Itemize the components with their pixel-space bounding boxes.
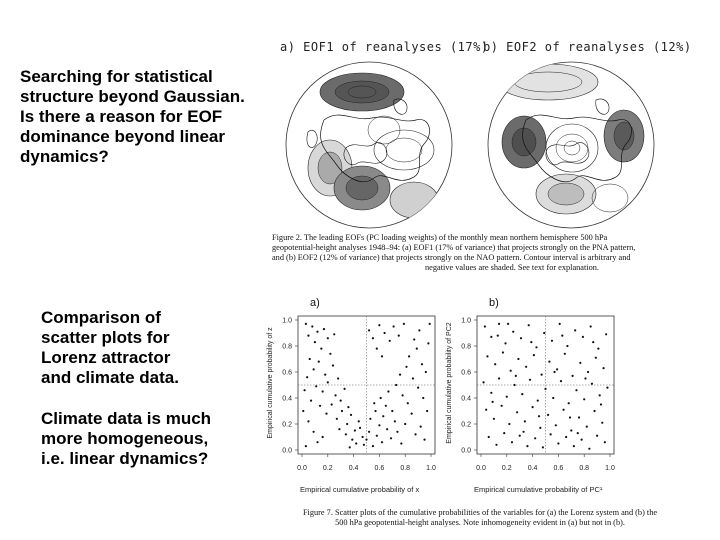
scatter-b-point (599, 394, 601, 396)
scatter-b-point (557, 442, 559, 444)
eof1-title: a) EOF1 of reanalyses (17%) (280, 40, 489, 54)
scatter-b-point (535, 346, 537, 348)
scatter-b-point (570, 429, 572, 431)
scatter-b-point (490, 392, 492, 394)
scatter-b-point (522, 431, 524, 433)
scatter-a-ylabel: Empirical cumulative probability of z (267, 327, 274, 439)
scatter-b-point (497, 335, 499, 337)
scatter-a-xlabel: Empirical cumulative probability of x (300, 485, 420, 494)
scatter-b-point (555, 424, 557, 426)
scatter-b-point (544, 388, 546, 390)
scatter-b-point (562, 409, 564, 411)
scatter-a-xtick-label: 0.2 (322, 465, 333, 472)
scatter-b-point (574, 329, 576, 331)
scatter-b-point (560, 380, 562, 382)
scatter-b-point (486, 355, 488, 357)
scatter-b-point (601, 422, 603, 424)
scatter-b-point (542, 446, 544, 448)
scatter-b-point (526, 445, 528, 447)
scatter-b-ytick-label: 0.2 (461, 421, 471, 429)
scatter-b-point (508, 423, 510, 425)
scatter-b-point (534, 437, 536, 439)
scatter-b-point (511, 441, 513, 443)
homogeneity-line: Climate data is much (41, 409, 212, 428)
scatter-b-ytick-label: 1.0 (461, 317, 471, 325)
scatter-b-point (564, 353, 566, 355)
scatter-b-point (503, 432, 505, 434)
scatter-b-point (490, 336, 492, 338)
intro-line: structure beyond Gaussian. (20, 87, 245, 106)
scatter-a-panel-label: a) (310, 297, 320, 309)
scatter-b-xtick-label: 0.6 (553, 465, 564, 472)
scatter-b-point (510, 370, 512, 372)
scatter-b-point (502, 351, 504, 353)
scatter-b-point (529, 379, 531, 381)
scatter-b-point (583, 398, 585, 400)
scatter-b-point (595, 357, 597, 359)
scatter-b-point (547, 414, 549, 416)
scatter-b-point (494, 363, 496, 365)
scatter-b-point (559, 323, 561, 325)
figure2-caption-line: geopotential-height analyses 1948–94: (a) EOF1 (17% of variance) that projects strongly on the PNA pattern, (272, 243, 636, 252)
scatter-a-ytick-label: 0.6 (282, 369, 292, 377)
figure2-caption-line: Figure 2. The leading EOFs (PC loading weights) of the monthly mean northern hemisphere 500 hPa (272, 233, 608, 242)
scatter-b-point (581, 439, 583, 441)
scatter-b-point (573, 445, 575, 447)
figure7-caption-line: 500 hPa geopotential-height analyses. Note inhomogeneity evident in (a) but not in (b). (335, 518, 625, 527)
scatter-b-point (593, 410, 595, 412)
scatter-b-xtick-label: 0.4 (527, 465, 538, 472)
scatter-b-point (530, 341, 532, 343)
scatter-b-point (541, 374, 543, 376)
scatter-b-point (591, 383, 593, 385)
comparison-line: Comparison of (41, 308, 161, 327)
scatter-a-ytick-label: 0.8 (282, 343, 292, 351)
scatter-a-xtick-label: 0.6 (374, 465, 385, 472)
scatter-b-point (569, 416, 571, 418)
intro-line: Is there a reason for EOF (20, 107, 223, 126)
scatter-b-point (520, 337, 522, 339)
scatter-a-ytick-label: 1.0 (282, 317, 292, 325)
scatter-b-point (578, 416, 580, 418)
scatter-a-ytick-label: 0.4 (282, 395, 292, 403)
scatter-b-point (482, 381, 484, 383)
scatter-b-point (517, 358, 519, 360)
intro-line: dominance beyond linear (20, 127, 225, 146)
scatter-b-point (506, 396, 508, 398)
scatter-b-point (485, 409, 487, 411)
scatter-b-point (568, 402, 570, 404)
scatter-b-point (553, 371, 555, 373)
scatter-b-ytick-label: 0.8 (461, 343, 471, 351)
scatter-b-xtick-label: 0.0 (476, 465, 486, 472)
scatter-b-xtick-label: 0.2 (501, 465, 512, 472)
scatter-b-point (561, 335, 563, 337)
scatter-b-xtick-label: 1.0 (605, 465, 615, 472)
scatter-b-point (507, 323, 509, 325)
scatter-b-point (488, 436, 490, 438)
scatter-b-point (606, 387, 608, 389)
scatter-b-point (600, 403, 602, 405)
scatter-b-point (498, 377, 500, 379)
comparison-line: Lorenz attractor (41, 348, 171, 367)
scatter-b-point (492, 401, 494, 403)
scatter-b-point (537, 400, 539, 402)
scatter-b-point (596, 435, 598, 437)
scatter-b-ytick-label: 0.4 (461, 395, 471, 403)
scatter-b-panel-label: b) (489, 297, 499, 309)
scatter-a-xtick-label: 0.0 (297, 465, 307, 472)
scatter-b-point (587, 371, 589, 373)
scatter-b-point (590, 325, 592, 327)
scatter-a-ytick-label: 0.0 (282, 447, 292, 455)
scatter-b-point (528, 324, 530, 326)
scatter-b-point (543, 332, 545, 334)
scatter-b-point (519, 435, 521, 437)
scatter-b-point (525, 366, 527, 368)
figure2-caption-line: and (b) EOF2 (12% of variance) that projects strongly on the NAO pattern. Contour interval is arbitrary and (272, 253, 631, 262)
scatter-b-point (550, 433, 552, 435)
scatter-b-point (516, 411, 518, 413)
scatter-b-ytick-label: 0.0 (461, 447, 471, 455)
scatter-b-point (501, 405, 503, 407)
eof2-title: b) EOF2 of reanalyses (12%) (483, 40, 692, 54)
scatter-b-point (604, 441, 606, 443)
comparison-line: scatter plots for (41, 328, 170, 347)
scatter-b-xlabel: Empirical cumulative probability of PC¹ (474, 485, 603, 494)
scatter-b-ylabel: Empirical cumulative probability of PC2 (446, 322, 453, 444)
scatter-b-point (556, 368, 558, 370)
scatter-b-point (566, 345, 568, 347)
scatter-a-xtick-label: 0.4 (348, 465, 359, 472)
scatter-b-point (575, 389, 577, 391)
scatter-b-ytick-label: 0.6 (461, 369, 471, 377)
figure7-caption (245, 508, 715, 528)
scatter-b-point (495, 444, 497, 446)
scatter-b-point (588, 448, 590, 450)
scatter-b-point (484, 325, 486, 327)
scatter-b-point (571, 375, 573, 377)
scatter-b-point (524, 420, 526, 422)
scatter-b-point (548, 361, 550, 363)
scatter-b-point (551, 340, 553, 342)
scatter-b-point (539, 427, 541, 429)
scatter-b-point (538, 415, 540, 417)
intro-line: dynamics? (20, 147, 109, 166)
scatter-b-point (493, 418, 495, 420)
scatter-b-point (592, 341, 594, 343)
scatter-b-point (532, 406, 534, 408)
scatter-b-xtick-label: 0.8 (579, 465, 590, 472)
scatter-b-point (586, 426, 588, 428)
comparison-line: and climate data. (41, 368, 179, 387)
scatter-b-point (565, 436, 567, 438)
homogeneity-line: more homogeneous, (41, 429, 209, 448)
scatter-b-point (582, 336, 584, 338)
scatter-b-point (577, 432, 579, 434)
scatter-b-point (521, 393, 523, 395)
scatter-a-ytick-label: 0.2 (282, 421, 292, 429)
scatter-b-point (605, 333, 607, 335)
figure7-caption-line: Figure 7. Scatter plots of the cumulative probabilities of the variables for (a) the Lorenz system and (b) the (302, 508, 658, 517)
scatter-a-xtick-label: 0.8 (400, 465, 411, 472)
scatter-b-point (584, 377, 586, 379)
homogeneity-line: i.e. linear dynamics? (41, 449, 209, 468)
scatter-b-point (579, 362, 581, 364)
intro-line: Searching for statistical (20, 67, 213, 86)
scatter-b-point (533, 354, 535, 356)
scatter-b-point (515, 375, 517, 377)
scatter-b-point (498, 323, 500, 325)
scatter-b-point (552, 397, 554, 399)
scatter-b-point (504, 342, 506, 344)
scatter-b-point (513, 384, 515, 386)
figure2-caption-line: negative values are shaded. See text for explanation. (425, 263, 599, 272)
scatter-a-xtick-label: 1.0 (426, 465, 436, 472)
scatter-b-point (512, 331, 514, 333)
scatter-b-point (602, 367, 604, 369)
scatter-b-point (597, 348, 599, 350)
